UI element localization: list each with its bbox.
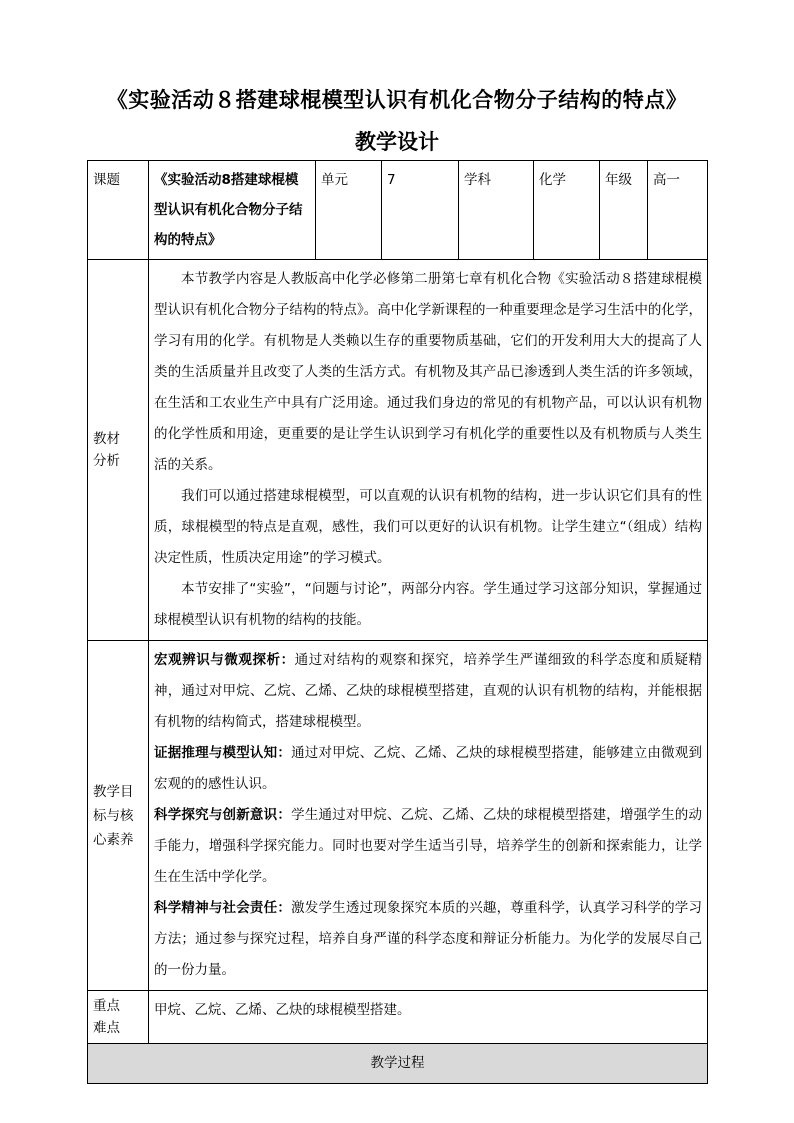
objective-text: 通过对结构的观察和探究，培养学生严谨细致的科学态度和质疑精神，通过对甲烷、乙烷、乙烯、乙炔的球棍模型搭建，直观的认识有机物的结构，并能根据有机物的结构简式，搭建球棍模型。 [154, 652, 703, 730]
process-label: 教学过程 [88, 1044, 708, 1084]
analysis-label [88, 260, 149, 641]
unit-value: 7 [382, 161, 459, 260]
analysis-row [88, 260, 708, 641]
document-title: 《实验活动８搭建球棍模型认识有机化合物分子结构的特点》 [106, 88, 688, 112]
key-points-label-line1: 重点 [93, 998, 120, 1014]
key-points-value: 甲烷、乙烷、乙烯、乙炔的球棍模型搭建。 [149, 991, 708, 1044]
analysis-paragraph: 本节安排了“实验”，“问题与讨论”，两部分内容。学生通过学习这部分知识，掌握通过球棍模型认识有机物的结构的技能。 [154, 581, 702, 628]
process-row [88, 1044, 708, 1084]
document-subtitle: 教学设计 [355, 130, 439, 154]
analysis-paragraph: 本节教学内容是人教版高中化学必修第二册第七章有机化合物《实验活动８搭建球棍模型认识有机化合物分子结构的特点》。高中化学新课程的一种重要理念是学习生活中的化学，学习有用的化学。有机物是人类赖以生存的重要物质基础，它们的开发利用大大的提高了人类的生活质量并且改变了人类的生活方式。有机物及其产品已渗透到人类生活的许多领域，在生活和工农业生产中具有广泛用途。通过我们身边的常见的有机物产品，可以认识有机物的化学性质和用途，更重要的是让学生认识到学习有机化学的重要性以及有机物质与人类生活的关系。 [154, 271, 702, 473]
objective-heading: 科学精神与社会责任： [154, 900, 292, 916]
key-points-label-line2: 难点 [93, 1020, 120, 1036]
unit-label: 单元 [316, 161, 382, 260]
objective-text: 学生通过对甲烷、乙烷、乙烯、乙炔的球棍模型搭建，增强学生的动手能力，增强科学探究能力。同时也要对学生适当引导，培养学生的创新和探索能力，让学生在生活中学化学。 [154, 807, 703, 885]
objective-item [154, 800, 702, 893]
objective-heading: 科学探究与创新意识： [154, 807, 292, 823]
grade-label: 年级 [600, 161, 648, 260]
objectives-label [88, 641, 149, 991]
analysis-content [149, 260, 708, 641]
header-row [88, 161, 708, 260]
lesson-plan-table [87, 160, 708, 1084]
topic-value: 《实验活动8搭建球棍模型认识有机化合物分子结构的特点》 [149, 161, 316, 260]
analysis-label-line1: 教材 [93, 431, 120, 447]
objectives-label-line3: 心素养 [93, 831, 134, 848]
grade-value: 高一 [648, 161, 708, 260]
objective-item [154, 738, 702, 800]
objective-heading: 证据推理与模型认知： [154, 745, 292, 761]
subject-value: 化学 [534, 161, 600, 260]
objectives-label-line2: 标与核 [93, 807, 134, 824]
analysis-label-line2: 分析 [93, 453, 120, 469]
objectives-label-line1: 教学目 [93, 783, 134, 800]
objective-item [154, 645, 702, 738]
subject-label: 学科 [459, 161, 534, 260]
key-points-row [88, 991, 708, 1044]
objective-item [154, 893, 702, 986]
topic-label: 课题 [88, 161, 149, 260]
key-points-label [88, 991, 149, 1044]
objectives-content [149, 641, 708, 991]
objective-text: 激发学生透过现象探究本质的兴趣，尊重科学，认真学习科学的学习方法；通过参与探究过程，培养自身严谨的科学态度和辩证分析能力。为化学的发展尽自己的一份力量。 [154, 900, 703, 978]
analysis-paragraph: 我们可以通过搭建球棍模型，可以直观的认识有机物的结构，进一步认识它们具有的性质，球棍模型的特点是直观，感性，我们可以更好的认识有机物。让学生建立“（组成）结构决定性质，性质决定用途”的学习模式。 [154, 488, 702, 566]
objective-heading: 宏观辨识与微观探析： [154, 652, 295, 668]
objectives-row [88, 641, 708, 991]
objective-text: 通过对甲烷、乙烷、乙烯、乙炔的球棍模型搭建，能够建立由微观到宏观的的感性认识。 [154, 745, 703, 792]
